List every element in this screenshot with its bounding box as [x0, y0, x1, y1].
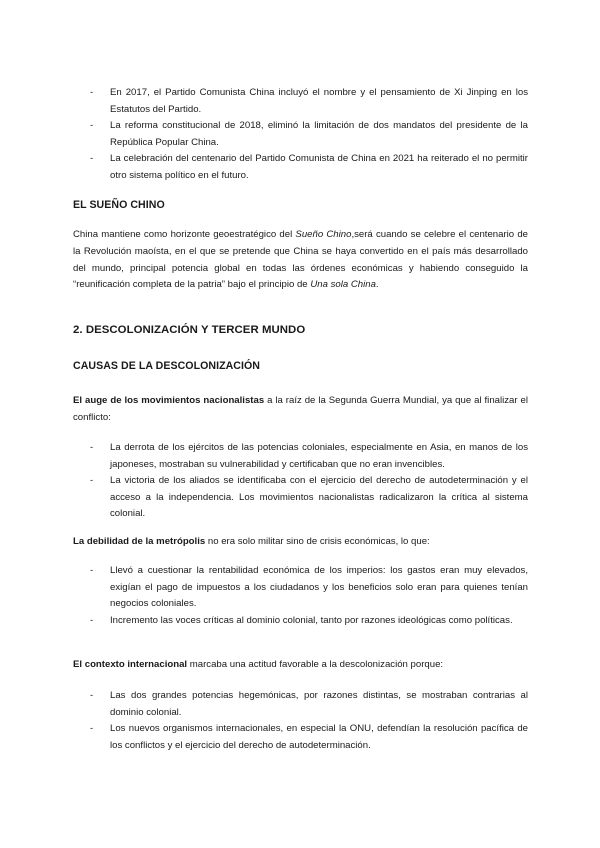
bullet-dash: - — [90, 690, 94, 701]
contexto-paragraph — [73, 657, 528, 674]
bullet-dash: - — [90, 153, 94, 164]
list-item — [73, 721, 528, 754]
list-item-text: Los nuevos organismos internacionales, en especial la ONU, defendían la resolución pacífica de los conflictos y el ejercicio del derecho de autodeterminación. — [110, 723, 528, 751]
list-item-text: La celebración del centenario del Partido Comunista de China en 2021 ha reiterado el no permitir otro sistema político en el futuro. — [110, 153, 528, 181]
paragraph-text: China mantiene como horizonte geoestratégico del — [73, 229, 296, 240]
debilidad-bullet-list — [73, 563, 528, 629]
section-heading-descolonizacion: 2. DESCOLONIZACIÓN Y TERCER MUNDO — [73, 324, 306, 336]
debilidad-paragraph — [73, 534, 528, 551]
list-item — [73, 688, 528, 721]
contexto-bullet-list — [73, 688, 528, 754]
top-bullet-list — [73, 85, 528, 184]
list-item — [73, 473, 528, 523]
bullet-dash: - — [90, 442, 94, 453]
bullet-dash: - — [90, 475, 94, 486]
section-heading-sueno-chino: EL SUEÑO CHINO — [73, 199, 165, 211]
paragraph-text: . — [375, 279, 379, 291]
paragraph-text: ,será cuando se celebre el centenario de la Revolución maoísta, en el que se pretende que China se haya convertido en el país más desarrollado del mundo, principal potencia global en todas las órdenes económicas y habiendo conseguido la “reunificación completa de la patria” bajo el principio de — [73, 229, 528, 291]
italic-term: Sueño Chino — [295, 229, 352, 240]
list-item — [73, 85, 528, 118]
auge-bullet-list — [73, 440, 528, 523]
bold-lead: La debilidad de la metrópolis — [73, 536, 206, 547]
list-item-text: La victoria de los aliados se identificaba con el ejercicio del derecho de autodeterminación y el acceso a la independencia. Los movimientos nacionalistas radicalizaron la crítica al sistema colonial. — [110, 475, 528, 519]
bullet-dash: - — [90, 120, 94, 131]
list-item-text: La derrota de los ejércitos de las potencias coloniales, especialmente en Asia, en manos de los japoneses, mostraban su vulnerabilidad y certificaban que no eran invencibles. — [110, 442, 528, 470]
sueno-chino-paragraph — [73, 227, 528, 294]
list-item-text: La reforma constitucional de 2018, eliminó la limitación de dos mandatos del presidente de la República Popular China. — [110, 120, 528, 148]
subheading-causas: CAUSAS DE LA DESCOLONIZACIÓN — [73, 360, 260, 372]
list-item-text: Las dos grandes potencias hegemónicas, por razones distintas, se mostraban contrarias al dominio colonial. — [110, 690, 528, 718]
list-item — [73, 563, 528, 613]
list-item — [73, 118, 528, 151]
list-item — [73, 151, 528, 184]
list-item — [73, 613, 528, 630]
paragraph-text: marcaba una actitud favorable a la descolonización porque: — [187, 659, 444, 670]
bold-lead: El contexto internacional — [73, 659, 188, 670]
bold-lead: El auge de los movimientos nacionalistas — [73, 395, 265, 406]
list-item-text: Incremento las voces críticas al dominio colonial, tanto por razones ideológicas como políticas. — [110, 614, 513, 626]
bullet-dash: - — [90, 723, 94, 734]
bullet-dash: - — [90, 614, 94, 626]
bullet-dash: - — [90, 87, 94, 98]
auge-paragraph — [73, 393, 528, 427]
bullet-dash: - — [90, 565, 94, 576]
paragraph-text: no era solo militar sino de crisis económicas, lo que: — [205, 536, 430, 547]
list-item-text: Llevó a cuestionar la rentabilidad económica de los imperios: los gastos eran muy elevados, exigían el pago de impuestos a los ciudadanos y los beneficios solo eran para quienes tenían negocios coloniales. — [110, 565, 528, 609]
list-item-text: En 2017, el Partido Comunista China incluyó el nombre y el pensamiento de Xi Jinping en los Estatutos del Partido. — [110, 87, 528, 115]
paragraph-text: a la raíz de la Segunda Guerra Mundial, ya que al finalizar el conflicto: — [73, 395, 528, 423]
list-item — [73, 440, 528, 473]
italic-term: Una sola China — [310, 279, 376, 291]
